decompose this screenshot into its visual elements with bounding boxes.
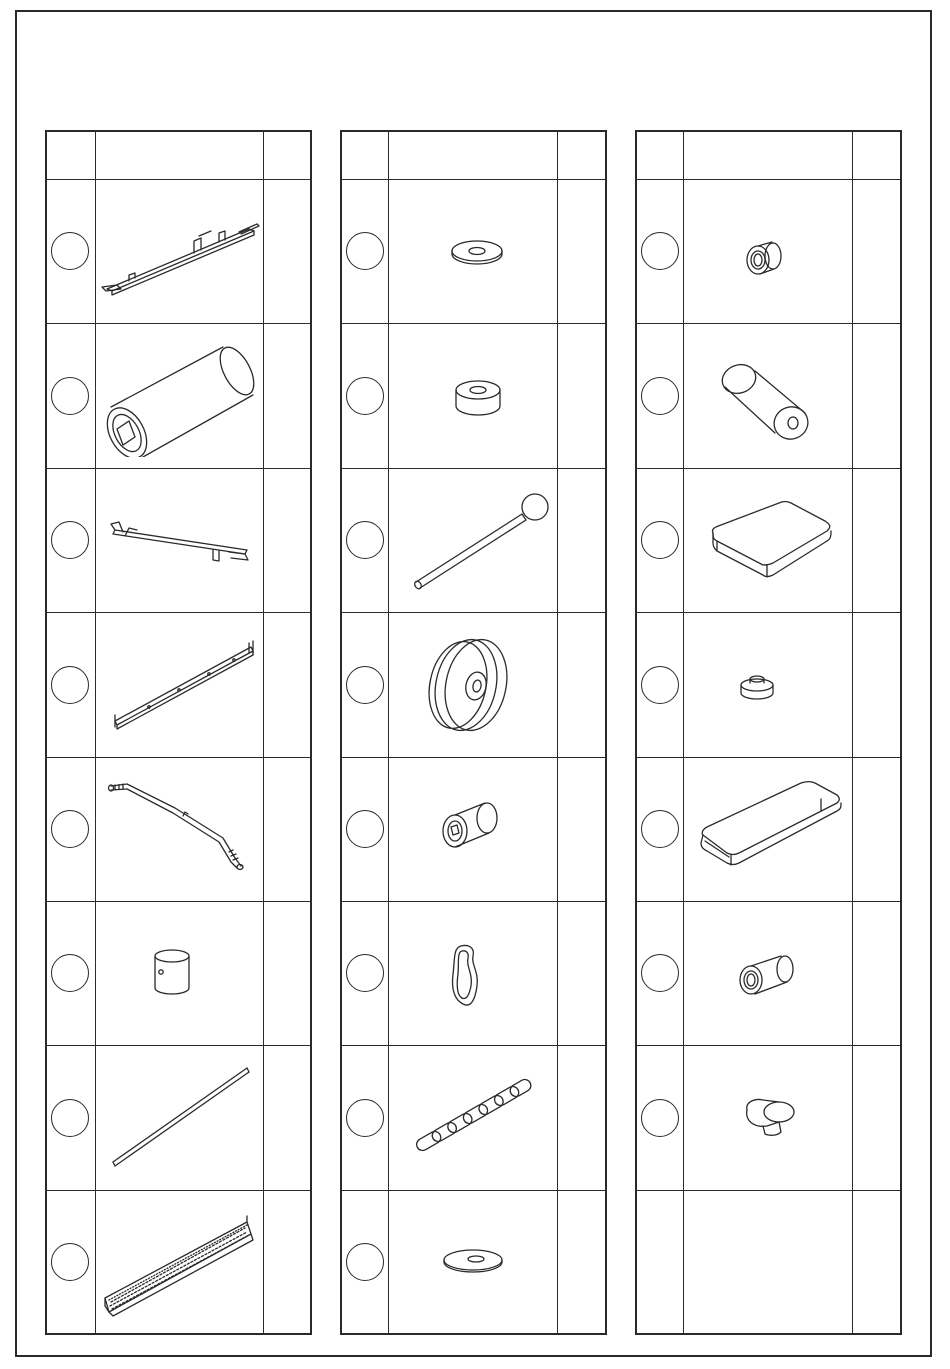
main-frame-icon: [99, 207, 261, 307]
row-divider: [342, 612, 605, 613]
back-pad-icon: [697, 777, 847, 873]
washer-icon: [447, 235, 507, 271]
part-number-circle: [346, 954, 384, 992]
part-number-circle: [346, 666, 384, 704]
row-divider: [342, 901, 605, 902]
part-number-circle: [51, 1243, 89, 1281]
row-divider: [637, 468, 900, 469]
part-number-circle: [641, 810, 679, 848]
row-divider: [637, 901, 900, 902]
part-number-circle: [51, 232, 89, 270]
mesh-tray-icon: [101, 1212, 261, 1322]
bushing-icon: [437, 797, 507, 857]
part-number-circle: [346, 810, 384, 848]
row-divider: [47, 901, 310, 902]
part-number-circle: [51, 810, 89, 848]
header-divider: [342, 179, 605, 180]
part-number-circle: [51, 1099, 89, 1137]
roller-tube-icon: [103, 337, 263, 457]
part-number-circle: [641, 666, 679, 704]
parts-table-1: [45, 130, 312, 1335]
end-cap-sleeve-icon: [737, 950, 797, 1002]
column-divider: [557, 132, 558, 1333]
row-divider: [47, 323, 310, 324]
row-divider: [47, 757, 310, 758]
part-number-circle: [346, 232, 384, 270]
flat-washer-icon: [440, 1244, 506, 1278]
row-divider: [637, 612, 900, 613]
part-number-circle: [641, 1099, 679, 1137]
row-divider: [637, 1045, 900, 1046]
chain-icon: [407, 1072, 537, 1160]
row-divider: [342, 468, 605, 469]
row-divider: [47, 612, 310, 613]
spacer-icon: [450, 372, 506, 428]
part-number-circle: [346, 1099, 384, 1137]
column-divider: [683, 132, 684, 1333]
part-number-circle: [641, 521, 679, 559]
row-divider: [342, 323, 605, 324]
column-divider: [263, 132, 264, 1333]
row-divider: [342, 757, 605, 758]
row-divider: [47, 468, 310, 469]
row-divider: [637, 757, 900, 758]
part-number-circle: [346, 377, 384, 415]
part-number-circle: [346, 521, 384, 559]
sleeve-icon: [147, 942, 197, 1002]
column-divider: [95, 132, 96, 1333]
part-number-circle: [51, 666, 89, 704]
row-divider: [47, 1045, 310, 1046]
column-divider: [388, 132, 389, 1333]
rod-icon: [109, 1062, 255, 1172]
pulley-icon: [428, 630, 518, 740]
carabiner-icon: [447, 942, 487, 1012]
part-number-circle: [641, 377, 679, 415]
part-number-circle: [51, 377, 89, 415]
row-divider: [637, 1190, 900, 1191]
curved-handle-bar-icon: [105, 772, 255, 872]
guide-rail-icon: [109, 637, 257, 737]
foot-cap-icon: [735, 667, 781, 707]
foam-roller-icon: [717, 357, 817, 447]
row-divider: [47, 1190, 310, 1191]
header-divider: [47, 179, 310, 180]
header-divider: [637, 179, 900, 180]
part-number-circle: [641, 954, 679, 992]
knob-pin-icon: [410, 488, 555, 598]
lever-arm-icon: [105, 512, 255, 572]
part-number-circle: [346, 1243, 384, 1281]
row-divider: [637, 323, 900, 324]
flanged-bushing-icon: [742, 232, 786, 280]
row-divider: [342, 1190, 605, 1191]
row-divider: [342, 1045, 605, 1046]
oval-knob-icon: [733, 1092, 799, 1142]
seat-pad-icon: [707, 497, 837, 589]
parts-table-3: [635, 130, 902, 1335]
page-title: [17, 12, 930, 112]
part-number-circle: [51, 521, 89, 559]
column-divider: [852, 132, 853, 1333]
parts-table-2: [340, 130, 607, 1335]
part-number-circle: [641, 232, 679, 270]
part-number-circle: [51, 954, 89, 992]
